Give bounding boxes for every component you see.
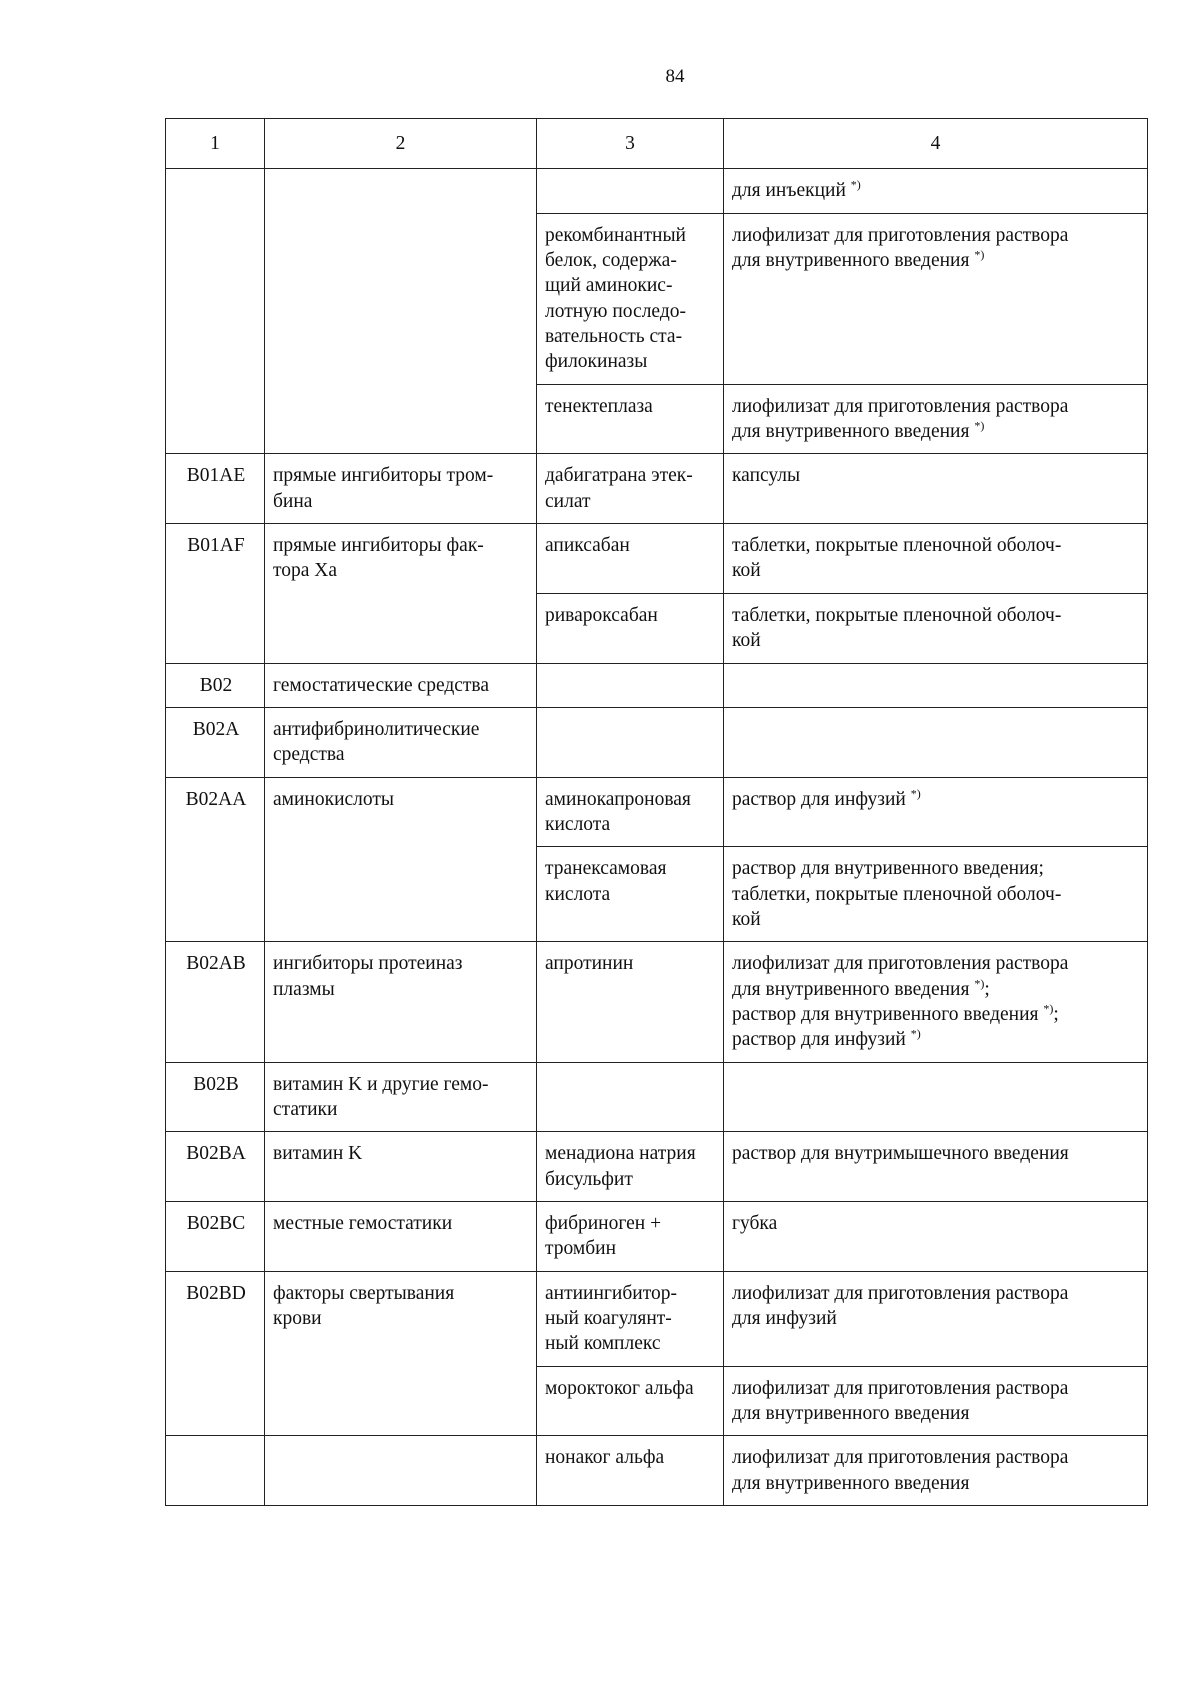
- footnote-mark: *): [910, 1026, 921, 1041]
- code-cell: B02BA: [166, 1132, 265, 1202]
- form-cell: таблетки, покрытые пленочной оболоч- кой: [724, 524, 1148, 594]
- header-col-2: 2: [265, 119, 537, 169]
- drug-cell: апротинин: [537, 942, 724, 1062]
- form-cell: раствор для внутривенного введения; таблетки, покрытые пленочной оболоч- кой: [724, 847, 1148, 942]
- form-cell: лиофилизат для приготовления раствора для инфузий: [724, 1271, 1148, 1366]
- code-cell: B02AB: [166, 942, 265, 1062]
- drug-cell: ривароксабан: [537, 593, 724, 663]
- code-cell: B02: [166, 663, 265, 707]
- table-row: [166, 942, 1148, 1062]
- drug-cell: тенектеплаза: [537, 384, 724, 454]
- form-cell: лиофилизат для приготовления раствора для внутривенного введения *); раствор для внутривенного введения *); раствор для инфузий *): [724, 942, 1148, 1062]
- code-cell: B01AF: [166, 524, 265, 663]
- group-cell: антифибринолитические средства: [265, 707, 537, 777]
- code-cell: B02BD: [166, 1271, 265, 1436]
- drug-cell: дабигатрана этек- силат: [537, 454, 724, 524]
- page-number: 84: [665, 66, 685, 87]
- code-cell: [166, 169, 265, 454]
- header-col-1: 1: [166, 119, 265, 169]
- drug-cell: менадиона натрия бисульфит: [537, 1132, 724, 1202]
- drug-cell: [537, 663, 724, 707]
- table-row: [166, 663, 1148, 707]
- header-col-3: 3: [537, 119, 724, 169]
- form-cell: раствор для внутримышечного введения: [724, 1132, 1148, 1202]
- footnote-mark: *): [1043, 1001, 1054, 1016]
- drug-cell: аминокапроновая кислота: [537, 777, 724, 847]
- form-cell: таблетки, покрытые пленочной оболоч- кой: [724, 593, 1148, 663]
- group-cell: гемостатические средства: [265, 663, 537, 707]
- form-cell: [724, 663, 1148, 707]
- form-cell: [724, 1062, 1148, 1132]
- table-row: [166, 454, 1148, 524]
- medication-table: [165, 118, 1148, 1506]
- table-row: [166, 707, 1148, 777]
- header-row: [166, 119, 1148, 169]
- footnote-mark: *): [850, 177, 861, 192]
- form-cell: раствор для инфузий *): [724, 777, 1148, 847]
- drug-cell: [537, 1062, 724, 1132]
- group-cell: ингибиторы протеиназ плазмы: [265, 942, 537, 1062]
- code-cell: B02B: [166, 1062, 265, 1132]
- footnote-mark: *): [974, 976, 985, 991]
- group-cell: витамин K: [265, 1132, 537, 1202]
- form-cell: капсулы: [724, 454, 1148, 524]
- drug-cell: [537, 169, 724, 213]
- code-cell: B02BC: [166, 1202, 265, 1272]
- code-cell: B02AA: [166, 777, 265, 942]
- drug-cell: [537, 707, 724, 777]
- drug-cell: апиксабан: [537, 524, 724, 594]
- table-row: [166, 169, 1148, 213]
- form-cell: лиофилизат для приготовления раствора для внутривенного введения *): [724, 213, 1148, 384]
- group-cell: прямые ингибиторы фак- тора Xa: [265, 524, 537, 663]
- table-row: [166, 1202, 1148, 1272]
- footnote-mark: *): [974, 247, 985, 262]
- drug-cell: нонаког альфа: [537, 1436, 724, 1506]
- group-cell: [265, 1436, 537, 1506]
- form-cell: лиофилизат для приготовления раствора для внутривенного введения: [724, 1366, 1148, 1436]
- footnote-mark: *): [974, 418, 985, 433]
- form-cell: для инъекций *): [724, 169, 1148, 213]
- table-row: [166, 524, 1148, 594]
- group-cell: [265, 169, 537, 454]
- code-cell: B02A: [166, 707, 265, 777]
- form-cell: [724, 707, 1148, 777]
- header-col-4: 4: [724, 119, 1148, 169]
- group-cell: прямые ингибиторы тром- бина: [265, 454, 537, 524]
- group-cell: аминокислоты: [265, 777, 537, 942]
- drug-cell: фибриноген + тромбин: [537, 1202, 724, 1272]
- group-cell: местные гемостатики: [265, 1202, 537, 1272]
- drug-cell: антиингибитор- ный коагулянт- ный комплекс: [537, 1271, 724, 1366]
- table-row: [166, 1436, 1148, 1506]
- form-cell: губка: [724, 1202, 1148, 1272]
- drug-cell: рекомбинантный белок, содержа- щий аминокис- лотную последо- вательность ста- филокиназы: [537, 213, 724, 384]
- code-cell: [166, 1436, 265, 1506]
- footnote-mark: *): [910, 786, 921, 801]
- table-row: [166, 1271, 1148, 1366]
- group-cell: витамин K и другие гемо- статики: [265, 1062, 537, 1132]
- drug-cell: мороктоког альфа: [537, 1366, 724, 1436]
- form-cell: лиофилизат для приготовления раствора для внутривенного введения: [724, 1436, 1148, 1506]
- code-cell: B01AE: [166, 454, 265, 524]
- table-row: [166, 1132, 1148, 1202]
- group-cell: факторы свертывания крови: [265, 1271, 537, 1436]
- table-row: [166, 1062, 1148, 1132]
- form-cell: лиофилизат для приготовления раствора для внутривенного введения *): [724, 384, 1148, 454]
- drug-cell: транексамовая кислота: [537, 847, 724, 942]
- table-row: [166, 777, 1148, 847]
